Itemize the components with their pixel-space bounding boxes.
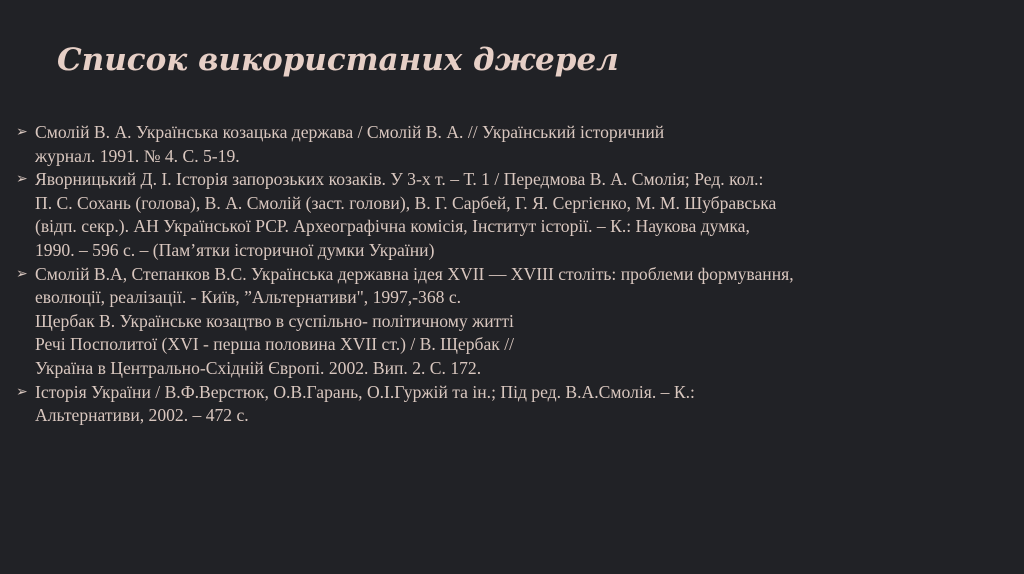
- arrow-bullet-icon: ➢: [16, 265, 28, 282]
- reference-line: 1990. – 596 с. – (Пам’ятки історичної думки України): [35, 239, 435, 260]
- reference-line: Смолій В.А, Степанков В.С. Українська державна ідея XVII — XVIII століть: проблеми формування,: [35, 263, 794, 284]
- arrow-bullet-icon: ➢: [16, 171, 28, 188]
- reference-line: Україна в Центрально-Східній Європі. 2002. Вип. 2. С. 172.: [35, 357, 482, 378]
- reference-item: [14, 263, 1014, 381]
- arrow-bullet-icon: ➢: [16, 383, 28, 400]
- reference-item: [14, 168, 1014, 262]
- reference-line: еволюції, реалізації. - Київ, ”Альтернативи", 1997,-368 с.: [35, 287, 462, 308]
- reference-line: Альтернативи, 2002. – 472 с.: [35, 405, 249, 426]
- reference-item: [14, 121, 1014, 168]
- reference-line: Історія України / В.Ф.Верстюк, О.В.Гарань, О.І.Гуржій та ін.; Під ред. В.А.Смолія. – К.:: [35, 381, 695, 402]
- reference-line: П. С. Сохань (голова), В. А. Смолій (заст. голови), В. Г. Сарбей, Г. Я. Сергієнко, М. М. Шубравська: [35, 192, 777, 213]
- reference-line: журнал. 1991. № 4. С. 5-19.: [35, 145, 240, 166]
- arrow-bullet-icon: ➢: [16, 124, 28, 140]
- reference-list: [14, 121, 1014, 428]
- slide-title: Список використаних джерел: [57, 42, 619, 78]
- reference-line: (відп. секр.). АН Української РСР. Археографічна комісія, Інститут історії. – К.: Наукова думка,: [35, 216, 750, 237]
- reference-item: [14, 381, 1014, 428]
- reference-line: Щербак В. Українське козацтво в суспільно- політичному житті: [35, 310, 514, 331]
- reference-line: Речі Посполитої (XVI - перша половина XVII ст.) / В. Щербак //: [35, 334, 514, 355]
- reference-line: Смолій В. А. Українська козацька держава / Смолій В. А. // Український історичний: [35, 122, 665, 142]
- reference-line: Яворницький Д. І. Історія запорозьких козаків. У 3-х т. – Т. 1 / Передмова В. А. Смолія; Ред. кол.:: [35, 169, 764, 190]
